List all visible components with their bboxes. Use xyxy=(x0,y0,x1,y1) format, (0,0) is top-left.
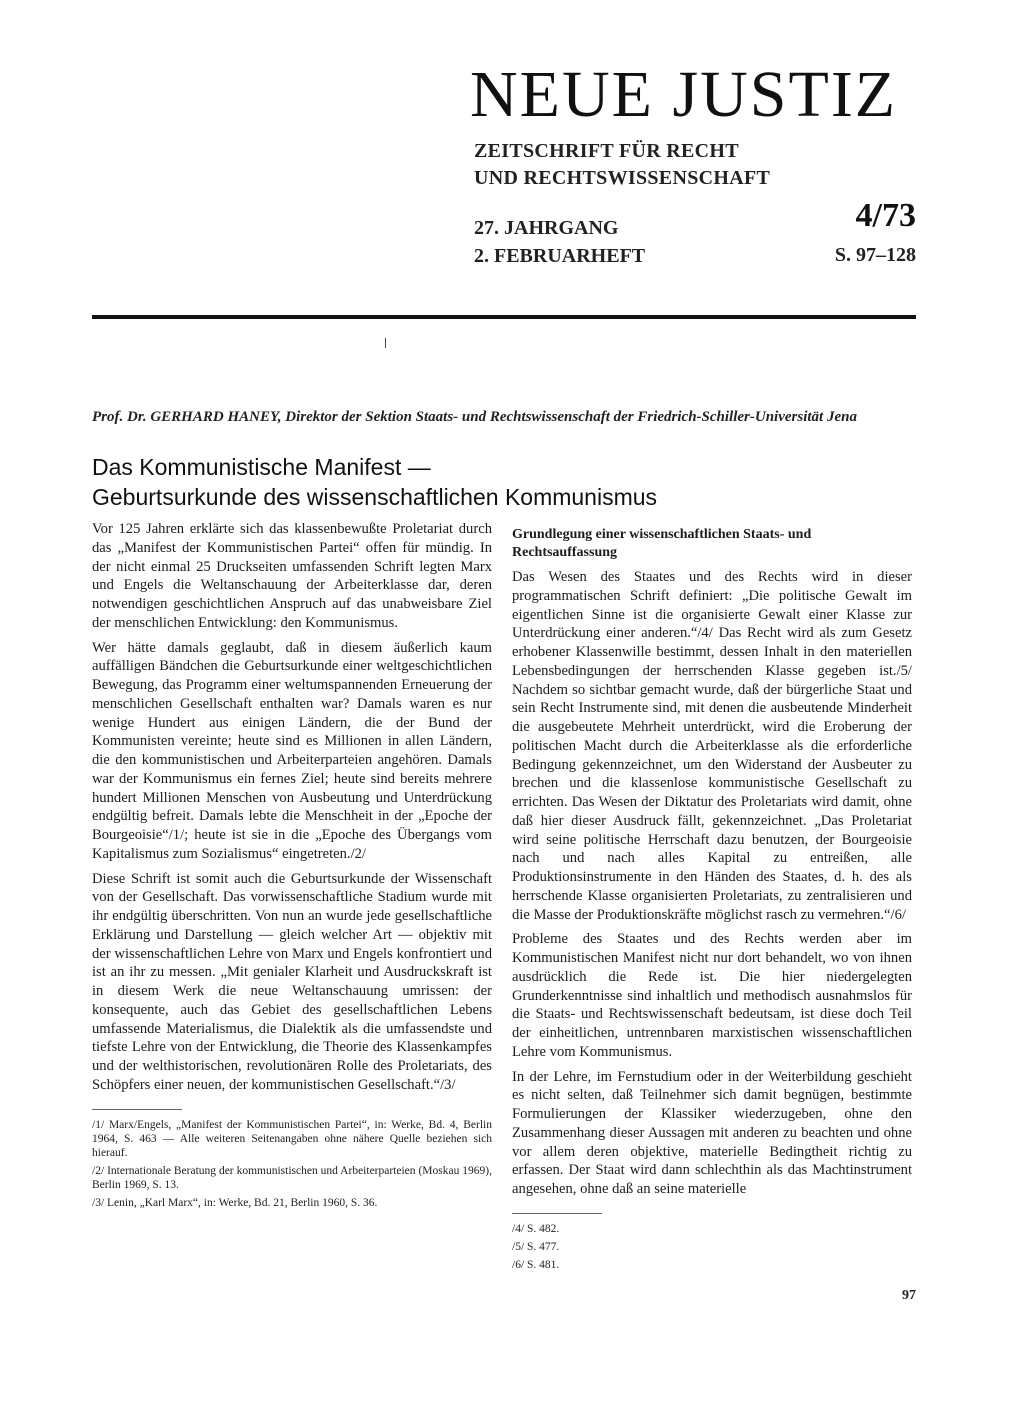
footnote: /2/ Internationale Beratung der kommunistischen und Arbeiterparteien (Moskau 1969), Berlin 1969, S. 13. xyxy=(92,1164,492,1191)
article-title-line1: Das Kommunistische Manifest — xyxy=(92,454,431,480)
masthead-rule xyxy=(92,315,916,319)
footnote: /6/ S. 481. xyxy=(512,1258,560,1271)
issue-pages: S. 97–128 xyxy=(834,244,916,266)
paragraph: Vor 125 Jahren erklärte sich das klassenbewußte Proletariat durch das „Manifest der Kommunistischen Partei“ offen für mündig. In der nicht einmal 25 Druckseiten umfassenden Schrift legten Marx und Engels die Weltanschauung der Arbeiterklasse dar, deren notwendigen geschichtlichen Anspruch auf das unabweisbare Ziel der menschlichen Entwicklung: den Kommunismus. xyxy=(92,521,492,631)
left-column xyxy=(92,520,492,1214)
footnote-divider xyxy=(512,1213,602,1214)
article-title xyxy=(92,452,912,512)
paragraph: Wer hätte damals geglaubt, daß in diesem äußerlich kaum auffälligen Bändchen die Geburtsurkunde einer weltgeschichtlichen Bewegung, das Programm einer weltumspannenden Erneuerung der menschlichen Gesellschaft enthalten war? Damals waren es nur wenige Hundert aus einigen Ländern, die der Bund der Kommunisten vereinte; heute sind es Millionen in allen Ländern, die den kommunistischen und Arbeiterparteien angehören. Damals war der Kommunismus ein fernes Ziel; heute sind bereits mehrere hundert Millionen Menschen von Ausbeutung und Unterdrückung endgültig befreit. Damals lebte die Menschheit in der „Epoche der Bourgeoisie“/1/; heute ist sie in die „Epoche des Übergangs vom Kapitalismus zum Sozialismus“ eingetreten./2/ xyxy=(92,639,492,862)
paragraph: In der Lehre, im Fernstudium oder in der Weiterbildung geschieht es nicht selten, daß Teilnehmer sich damit begnügen, bestimmte Formulierungen der Klassiker wiederzugeben, ohne den Zusammenhang dieser Aussagen mit anderen zu beachten und ohne vor allem deren objektive, materielle Bedingtheit richtig zu erfassen. Der Staat wird dann schlechthin als das Machtinstrument angesehen, ohne daß an seine materielle xyxy=(512,1068,912,1197)
journal-subtitle-line2: UND RECHTSWISSENSCHAFT xyxy=(474,167,771,189)
footnote: /4/ S. 482. xyxy=(512,1222,560,1235)
footnote: /3/ Lenin, „Karl Marx“, in: Werke, Bd. 21, Berlin 1960, S. 36. xyxy=(92,1196,378,1209)
paragraph: Probleme des Staates und des Rechts werden aber im Kommunistischen Manifest nicht nur dort behandelt, wo von ihnen ausdrücklich die Rede ist. Die hier niedergelegten Grunderkenntnisse sind inhaltlich und methodisch ausnahmslos für die Staats- und Rechtswissenschaft bedeutsam, ist diese doch Teil der einheitlichen, untrennbaren marxistischen wissenschaftlichen Lehre vom Kommunismus. xyxy=(512,931,912,1060)
journal-title: NEUE JUSTIZ xyxy=(470,58,898,131)
journal-subtitle-line1: ZEITSCHRIFT FÜR RECHT xyxy=(474,140,739,162)
scan-mark xyxy=(385,338,386,348)
right-column xyxy=(512,526,912,1276)
volume-label: 27. JAHRGANG xyxy=(474,217,619,239)
footnote: /5/ S. 477. xyxy=(512,1240,560,1253)
issue-info xyxy=(474,214,645,270)
page-number: 97 xyxy=(902,1288,916,1303)
issue-number: 4/73 xyxy=(855,197,916,234)
paragraph: Diese Schrift ist somit auch die Geburtsurkunde der Wissenschaft von der Gesellschaft. Das vorwissenschaftliche Stadium wurde mit ihr endgültig überschritten. Von nun an wurde jede gesellschaftliche Erklärung und Darstellung — gleich welcher Art — objektiv mit der wissenschaftlichen Lehre von Marx und Engels konfrontiert und ist an ihr zu messen. „Mit genialer Klarheit und Ausdruckskraft ist in diesem Werk die neue Weltanschauung umrissen: der konsequente, auch das Gebiet des gesellschaftlichen Lebens umfassende Materialismus, die Dialektik als die umfassendste und tiefste Lehre von der Entwicklung, die Theorie des Klassenkampfes und der welthistorischen, revolutionären Rolle des Proletariats, des Schöpfers einer neuen, der kommunistischen Gesellschaft.“/3/ xyxy=(92,870,492,1093)
section-heading: Grundlegung einer wissenschaftlichen Staats- und Rechtsauffassung xyxy=(512,527,812,560)
issue-part-label: 2. FEBRUARHEFT xyxy=(474,245,646,267)
author-line: Prof. Dr. GERHARD HANEY, Direktor der Sektion Staats- und Rechtswissenschaft der Friedrich-Schiller-Universität Jena xyxy=(92,409,857,425)
footnote-divider xyxy=(92,1109,182,1110)
paragraph: Das Wesen des Staates und des Rechts wird in dieser programmatischen Schrift definiert: „Die politische Gewalt im eigentlichen Sinne ist die organisierte Gewalt einer Klasse zur Unterdrückung einer anderen.“/4/ Das Recht wird als zum Gesetz erhobener Klassenwille bestimmt, dessen Inhalt in den materiellen Lebensbedingungen der herrschenden Klasse gegeben ist./5/ Nachdem so sichtbar gemacht wurde, daß der bürgerliche Staat und sein Recht Instrumente sind, mit denen die ausbeutende Minderheit die ausgebeutete Mehrheit unterdrückt, wird die Eroberung der politischen Macht durch die Arbeiterklasse als die erforderliche Bedingung gekennzeichnet, um den Widerstand der Ausbeuter zu brechen und die klassenlose kommunistische Gesellschaft zu errichten. Das Wesen der Diktatur des Proletariats wird damit, ohne daß hier dieser Ausdruck fällt, gekennzeichnet. „Das Proletariat wird seine politische Herrschaft dazu benutzen, der Bourgeoisie nach und nach alles Kapital zu entreißen, alle Produktionsinstrumente in den Händen des Staates, d. h. des als herrschende Klasse organisierten Proletariats, zu zentralisieren und die Masse der Produktionskräfte möglichst rasch zu vermehren.“/6/ xyxy=(512,569,912,923)
footnote: /1/ Marx/Engels, „Manifest der Kommunistischen Partei“, in: Werke, Bd. 4, Berlin 1964, S. 463 — Alle weiteren Seitenangaben ohne nähere Quelle beziehen sich hierauf. xyxy=(92,1118,492,1159)
article-title-line2: Geburtsurkunde des wissenschaftlichen Kommunismus xyxy=(92,484,658,510)
journal-subtitle xyxy=(474,138,770,192)
